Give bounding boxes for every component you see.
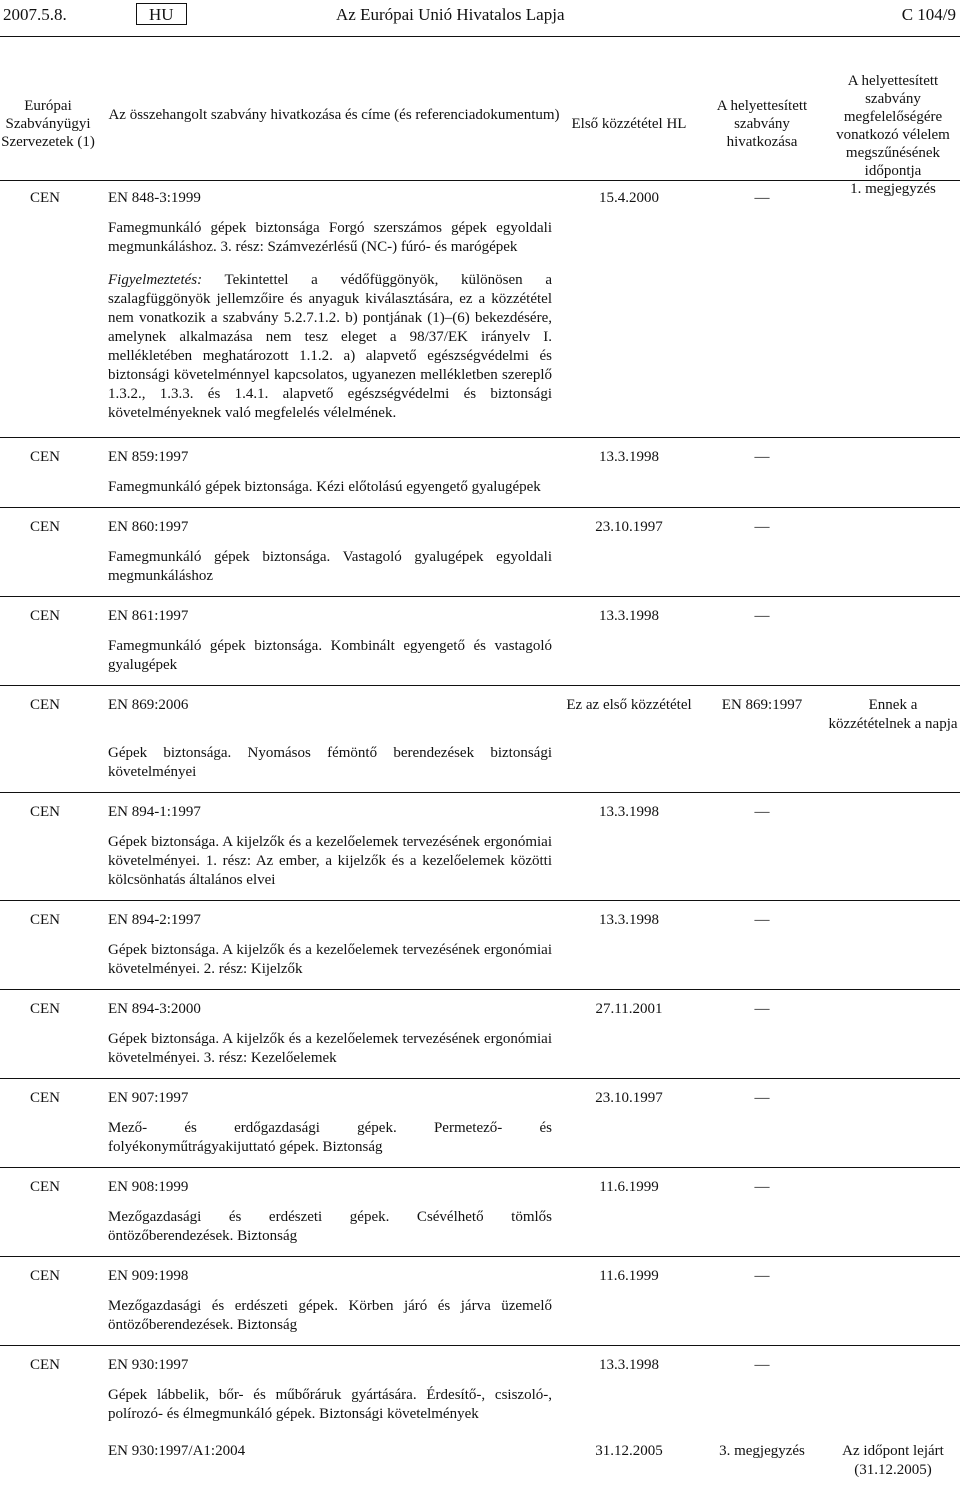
org-cell: CEN — [30, 608, 60, 624]
first-publication-date: 11.6.1999 — [599, 1268, 659, 1284]
table-row — [0, 1178, 960, 1257]
superseded-standard: — — [754, 608, 770, 624]
table-row — [0, 696, 960, 793]
org-cell: CEN — [30, 912, 60, 928]
column-cessation-label: A helyettesített szabvány megfelelőségére vonatkozó vélelem megszűnésének időpontja — [836, 73, 950, 179]
standard-title: Gépek biztonsága. Nyomásos fémöntő berendezések biztonsági követelményei — [108, 745, 552, 780]
table-row — [0, 448, 960, 508]
amendment-cessation: Az időpont lejárt (31.12.2005) — [842, 1443, 944, 1478]
running-header — [0, 3, 960, 29]
amendment-reference: EN 930:1997/A1:2004 — [108, 1443, 246, 1459]
superseded-standard: — — [754, 1357, 770, 1373]
standard-reference: EN 869:2006 — [108, 697, 189, 713]
standard-reference: EN 908:1999 — [108, 1179, 189, 1195]
page-number: C 104/9 — [901, 5, 956, 24]
column-standard-label: Az összehangolt szabvány hivatkozása és címe (és referenciadokumentum) — [108, 107, 560, 123]
amendment-row — [0, 1442, 960, 1482]
standard-reference: EN 894-1:1997 — [108, 804, 201, 820]
standard-reference: EN 859:1997 — [108, 449, 189, 465]
org-cell: CEN — [30, 519, 60, 535]
first-publication-date: 13.3.1998 — [599, 608, 659, 624]
standard-title: Mezőgazdasági és erdészeti gépek. Csévélhető tömlős öntözőberendezések. Biztonság — [108, 1209, 552, 1244]
publication-date: 2007.5.8. — [3, 5, 67, 24]
amendment-superseded: 3. megjegyzés — [719, 1443, 805, 1459]
standard-title: Famegmunkáló gépek biztonsága. Vastagoló gyalugépek egyoldali megmunkáláshoz — [108, 549, 552, 584]
table-row — [0, 518, 960, 597]
org-cell: CEN — [30, 1179, 60, 1195]
superseded-standard: — — [754, 912, 770, 928]
superseded-standard: — — [754, 519, 770, 535]
standard-reference: EN 907:1997 — [108, 1090, 189, 1106]
first-publication-date: 11.6.1999 — [599, 1179, 659, 1195]
table-row — [0, 1000, 960, 1079]
column-superseded-label: A helyettesített szabvány hivatkozása — [716, 98, 808, 150]
org-cell: CEN — [30, 1001, 60, 1017]
standard-reference: EN 930:1997 — [108, 1357, 189, 1373]
standard-reference: EN 909:1998 — [108, 1268, 189, 1284]
table-row — [0, 1267, 960, 1346]
first-publication-date: 13.3.1998 — [599, 449, 659, 465]
first-publication-date: 23.10.1997 — [595, 519, 663, 535]
table-row — [0, 911, 960, 990]
standard-title: Famegmunkáló gépek biztonsága Forgó szerszámos gépek egyoldali megmunkáláshoz. 3. rész: Számvezérlésű (NC-) fúró- és marógépek — [108, 220, 552, 255]
org-cell: CEN — [30, 1268, 60, 1284]
standards-table — [0, 189, 960, 1502]
amendment-first-publication: 31.12.2005 — [595, 1443, 663, 1459]
standard-title: Gépek biztonsága. A kijelzők és a kezelőelemek tervezésének ergonómiai követelményei. 3. rész: Kezelőelemek — [108, 1031, 552, 1066]
table-row — [0, 607, 960, 686]
table-row — [0, 1089, 960, 1168]
column-org-header — [0, 97, 96, 151]
standard-title: Mező- és erdőgazdasági gépek. Permetező- és folyékonyműtrágyakijuttató gépek. Biztonság — [108, 1120, 552, 1155]
table-row — [0, 189, 960, 438]
superseded-standard: — — [754, 1090, 770, 1106]
org-cell: CEN — [30, 1357, 60, 1373]
warning-label: Figyelmeztetés: — [108, 272, 203, 288]
first-publication-date: 13.3.1998 — [599, 804, 659, 820]
superseded-standard: — — [754, 1179, 770, 1195]
standard-title: Gépek biztonsága. A kijelzők és a kezelőelemek tervezésének ergonómiai követelményei. 1. rész: Az ember, a kijelzők és a kezelőelemek közötti kölcsönhatás általános elvei — [108, 834, 552, 888]
superseded-standard: — — [754, 804, 770, 820]
column-first-publication-label: Első közzététel HL — [571, 116, 687, 132]
standard-reference: EN 894-2:1997 — [108, 912, 201, 928]
standard-title: Gépek biztonsága. A kijelzők és a kezelőelemek tervezésének ergonómiai követelményei. 2. rész: Kijelzők — [108, 942, 552, 977]
column-standard-header — [106, 106, 562, 124]
standard-reference: EN 861:1997 — [108, 608, 189, 624]
column-cessation-note: 1. megjegyzés — [850, 181, 936, 197]
table-row — [0, 803, 960, 901]
column-header-rule — [0, 180, 960, 181]
warning-note — [108, 271, 552, 423]
superseded-standard: — — [754, 449, 770, 465]
first-publication-date: 13.3.1998 — [599, 1357, 659, 1373]
org-cell: CEN — [30, 190, 60, 206]
first-publication-date: 13.3.1998 — [599, 912, 659, 928]
column-org-label: Európai Szabványügyi Szervezetek (1) — [1, 98, 95, 150]
column-superseded-header — [700, 97, 824, 151]
standard-title: Gépek lábbelik, bőr- és műbőráruk gyártására. Érdesítő-, csiszoló-, polírozó- és élmegmunkáló gépek. Biztonsági követelmények — [108, 1387, 552, 1422]
journal-title: Az Európai Unió Hivatalos Lapja — [336, 5, 565, 24]
table-column-header — [0, 72, 960, 197]
superseded-standard: — — [754, 1001, 770, 1017]
first-publication-date: Ez az első közzététel — [566, 697, 692, 713]
org-cell: CEN — [30, 697, 60, 713]
superseded-standard: — — [754, 1268, 770, 1284]
org-cell: CEN — [30, 1090, 60, 1106]
header-rule — [0, 36, 960, 37]
superseded-standard: EN 869:1997 — [721, 697, 803, 713]
superseded-standard: — — [754, 190, 770, 206]
org-cell: CEN — [30, 804, 60, 820]
standard-reference: EN 848-3:1999 — [108, 190, 201, 206]
first-publication-date: 23.10.1997 — [595, 1090, 663, 1106]
column-first-publication-header — [566, 115, 692, 133]
standard-title: Famegmunkáló gépek biztonsága. Kézi előtolású egyengető gyalugépek — [108, 479, 541, 495]
first-publication-date: 15.4.2000 — [599, 190, 659, 206]
standard-title: Famegmunkáló gépek biztonsága. Kombinált egyengető és vastagoló gyalugépek — [108, 638, 552, 673]
standard-reference: EN 894-3:2000 — [108, 1001, 201, 1017]
standard-title: Mezőgazdasági és erdészeti gépek. Körben járó és járva üzemelő öntözőberendezések. Biztonság — [108, 1298, 552, 1333]
language-badge: HU — [136, 3, 187, 25]
standard-reference: EN 860:1997 — [108, 519, 189, 535]
first-publication-date: 27.11.2001 — [595, 1001, 663, 1017]
org-cell: CEN — [30, 449, 60, 465]
warning-text: Tekintettel a védőfüggönyök, különösen a szalagfüggönyök jellemzőire és anyaguk kiválasztására, ez a közzététel nem vonatkozik a szabvány 5.2.7.1.2. b) pontjának (1)–(6) bekezdésére, amelynek alkalmazása nem tesz eleget a 98/37/EK irányelv I. mellékletében meghatározott 1.1.2. a) alapvető egészségvédelmi és biztonsági követelménnyel kapcsolatos, ugyanezen mellékletben szereplő 1.3.2., 1.3.3. és 1.4.1. alapvető egészségvédelmi és biztonsági követelményeknek való megfelelés vélelmének. — [108, 272, 553, 421]
cessation-date: Ennek a közzétételnek a napja — [828, 697, 958, 732]
table-row — [0, 1356, 960, 1492]
